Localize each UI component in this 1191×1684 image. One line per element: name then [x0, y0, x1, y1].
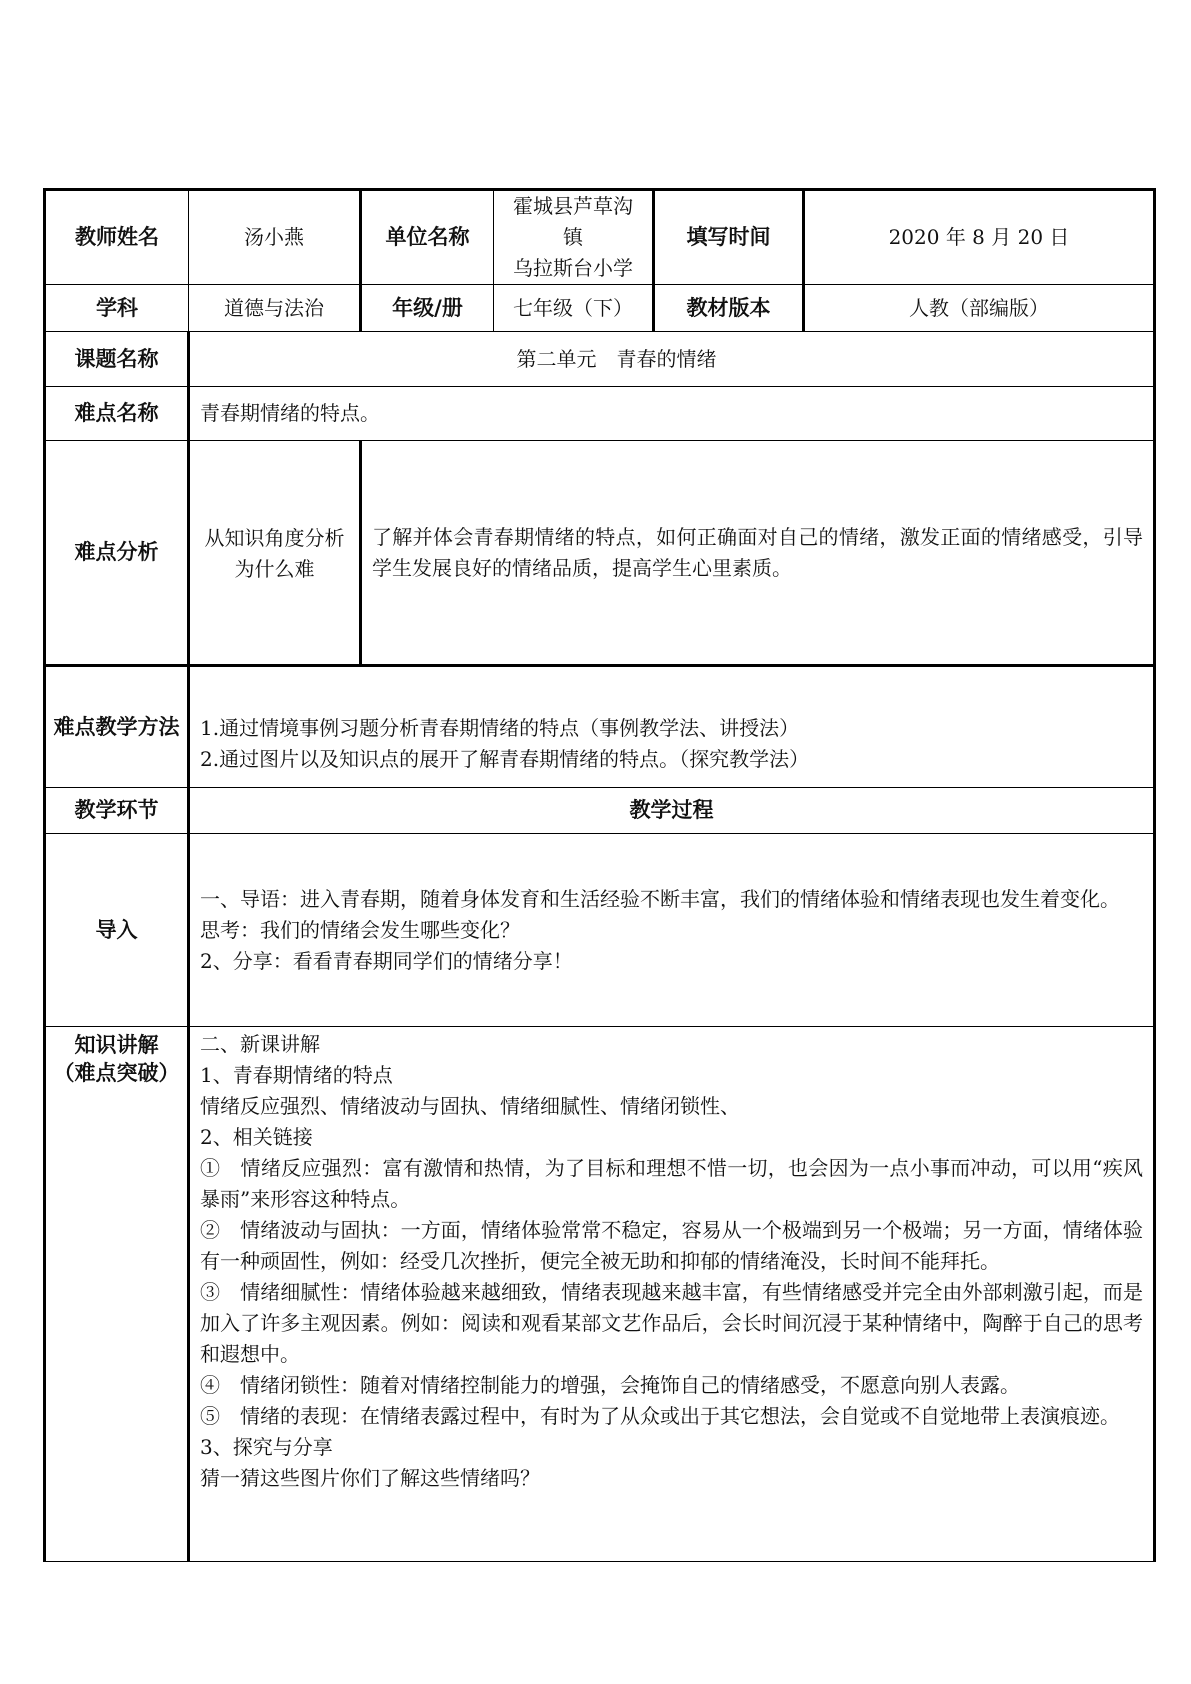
edition-label: 教材版本	[654, 285, 804, 332]
knowledge-line-3: 情绪反应强烈、情绪波动与固执、情绪细腻性、情绪闭锁性、	[200, 1094, 740, 1118]
knowledge-line-10: 3、探究与分享	[200, 1435, 333, 1459]
knowledge-content	[189, 1027, 1155, 1562]
analysis-row	[45, 441, 1155, 666]
difficulty-label: 难点名称	[45, 387, 189, 441]
topic-label: 课题名称	[45, 332, 189, 387]
knowledge-label	[45, 1027, 189, 1562]
knowledge-line-1: 二、新课讲解	[200, 1032, 320, 1056]
knowledge-line-7: ③ 情绪细腻性：情绪体验越来越细致，情绪表现越来越丰富，有些情绪感受并完全由外部刺激引起，而是加入了许多主观因素。例如：阅读和观看某部文艺作品后，会长时间沉浸于某种情绪中，陶醉于自己的思考和遐想中。	[200, 1280, 1143, 1366]
topic-value: 第二单元 青春的情绪	[189, 332, 1155, 387]
teacher-name-label: 教师姓名	[45, 190, 189, 285]
intro-line-1: 一、导语：进入青春期，随着身体发育和生活经验不断丰富，我们的情绪体验和情绪表现也发生着变化。	[200, 886, 1120, 911]
header-row-1	[45, 190, 1155, 285]
subject-label: 学科	[45, 285, 189, 332]
knowledge-line-6: ② 情绪波动与固执：一方面，情绪体验常常不稳定，容易从一个极端到另一个极端；另一方面，情绪体验有一种顽固性，例如：经受几次挫折，便完全被无助和抑郁的情绪淹没，长时间不能拜托。	[200, 1218, 1143, 1273]
topic-row	[45, 332, 1155, 387]
method-value	[189, 666, 1155, 788]
fill-date-value: 2020 年 8 月 20 日	[804, 190, 1155, 285]
unit-name-label: 单位名称	[361, 190, 494, 285]
intro-content	[189, 834, 1155, 1027]
header-row-2	[45, 285, 1155, 332]
knowledge-line-4: 2、相关链接	[200, 1125, 313, 1149]
knowledge-line-5: ① 情绪反应强烈：富有激情和热情，为了目标和理想不惜一切，也会因为一点小事而冲动，可以用“疾风暴雨”来形容这种特点。	[200, 1156, 1143, 1211]
process-label: 教学过程	[189, 788, 1155, 834]
knowledge-line-11: 猜一猜这些图片你们了解这些情绪吗？	[200, 1466, 540, 1490]
intro-row	[45, 834, 1155, 1027]
knowledge-line-2: 1、青春期情绪的特点	[200, 1063, 393, 1087]
method-label: 难点教学方法	[45, 666, 189, 788]
unit-name-line-2: 乌拉斯台小学	[513, 256, 633, 280]
knowledge-line-8: ④ 情绪闭锁性：随着对情绪控制能力的增强，会掩饰自己的情绪感受，不愿意向别人表露。	[200, 1373, 1020, 1397]
knowledge-label-line-1: 知识讲解	[74, 1033, 159, 1057]
fill-date-label: 填写时间	[654, 190, 804, 285]
intro-line-3: 2、分享：看看青春期同学们的情绪分享！	[200, 948, 573, 973]
method-line-2: 2.通过图片以及知识点的展开了解青春期情绪的特点。（探究教学法）	[200, 747, 810, 771]
process-stage-label: 教学环节	[45, 788, 189, 834]
analysis-sublabel-line-1: 从知识角度分析	[204, 526, 345, 550]
method-line-1: 1.通过情境事例习题分析青春期情绪的特点（事例教学法、讲授法）	[200, 716, 800, 740]
knowledge-label-line-2: （难点突破）	[53, 1061, 180, 1085]
lesson-plan-table	[43, 188, 1156, 1562]
knowledge-line-9: ⑤ 情绪的表现：在情绪表露过程中，有时为了从众或出于其它想法，会自觉或不自觉地带上表演痕迹。	[200, 1404, 1120, 1428]
analysis-sublabel-line-2: 为什么难	[234, 557, 315, 581]
process-header-row	[45, 788, 1155, 834]
intro-line-2: 思考：我们的情绪会发生哪些变化？	[200, 917, 520, 942]
method-row	[45, 666, 1155, 788]
edition-value: 人教（部编版）	[804, 285, 1155, 332]
intro-label: 导入	[45, 834, 189, 1027]
difficulty-value: 青春期情绪的特点。	[189, 387, 1155, 441]
knowledge-row	[45, 1027, 1155, 1562]
unit-name-value	[494, 190, 654, 285]
grade-label: 年级/册	[361, 285, 494, 332]
teacher-name-value: 汤小燕	[189, 190, 361, 285]
unit-name-line-1: 霍城县芦草沟镇	[513, 194, 633, 249]
analysis-label: 难点分析	[45, 441, 189, 666]
grade-value: 七年级（下）	[494, 285, 654, 332]
difficulty-row	[45, 387, 1155, 441]
analysis-sublabel	[189, 441, 361, 666]
subject-value: 道德与法治	[189, 285, 361, 332]
analysis-value: 了解并体会青春期情绪的特点，如何正确面对自己的情绪，激发正面的情绪感受，引导学生发展良好的情绪品质，提高学生心里素质。	[361, 441, 1155, 666]
